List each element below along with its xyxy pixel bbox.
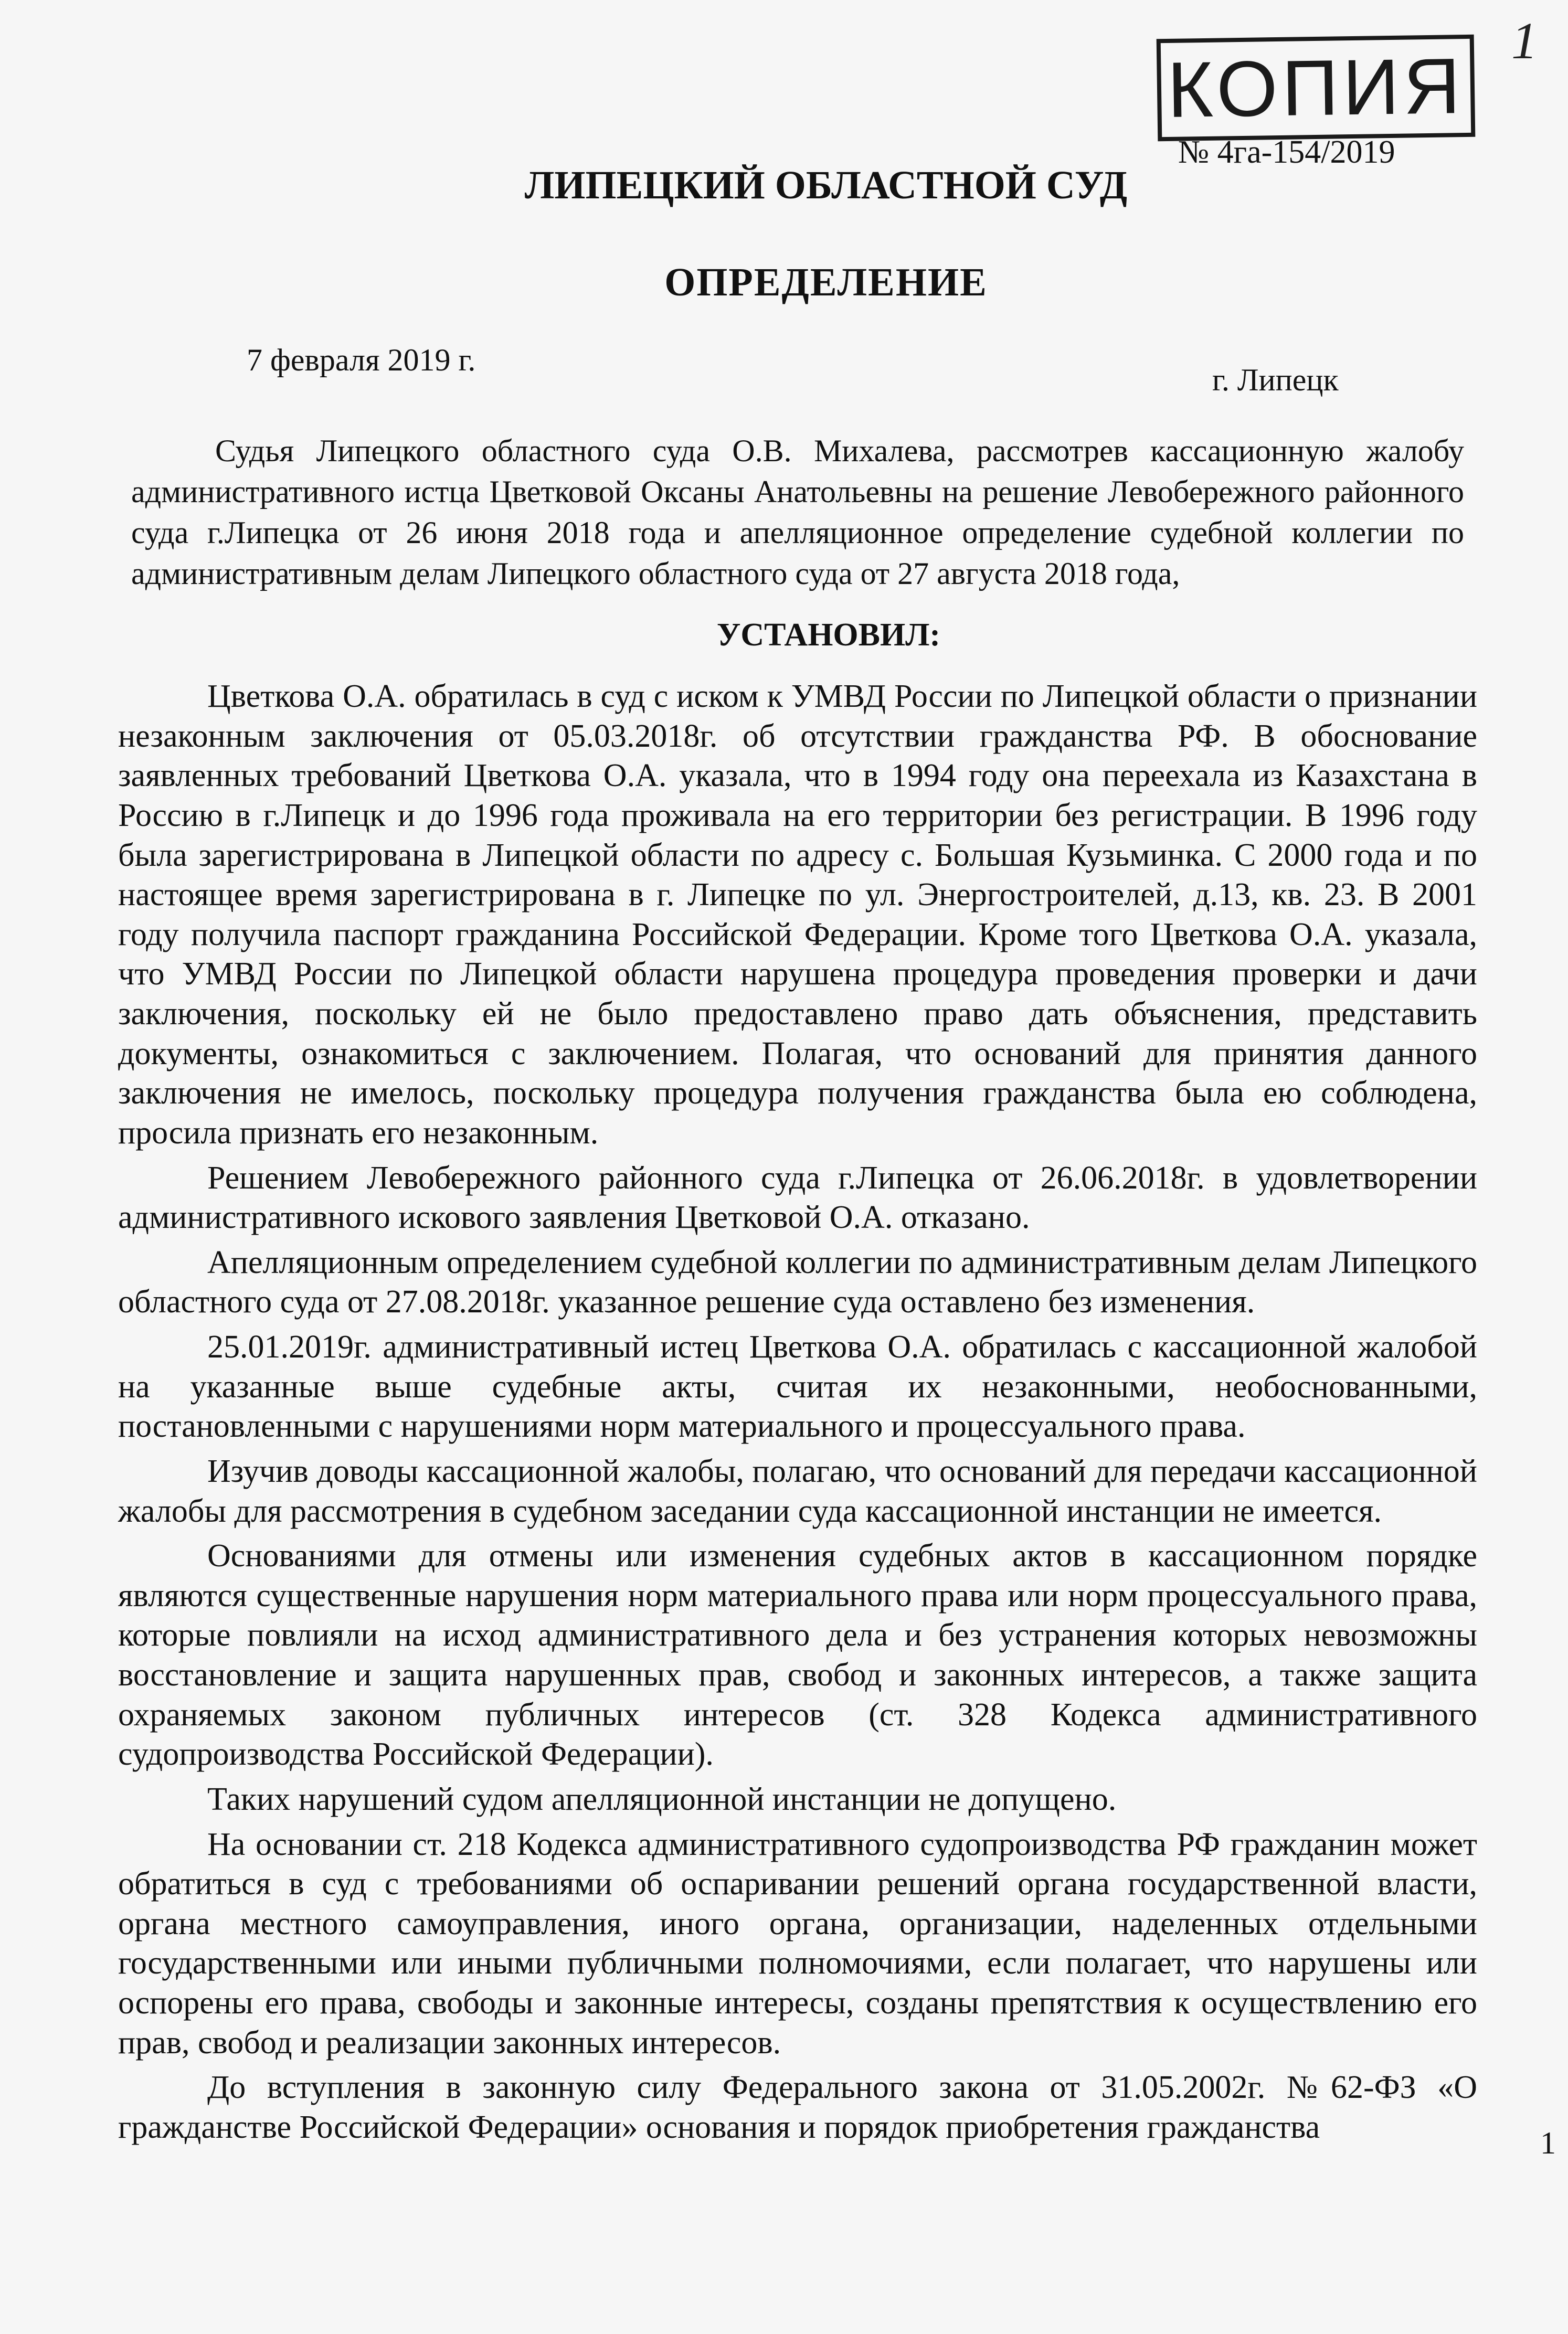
- body-paragraph: 25.01.2019г. административный истец Цветкова О.А. обратилась с кассационной жалобой на указанные выше судебные акты, считая их незаконными, необоснованными, постановленными с нарушениями норм материального и процессуального права.: [118, 1329, 1477, 1445]
- body-paragraph: Решением Левобережного районного суда г.Липецка от 26.06.2018г. в удовлетворении административного искового заявления Цветковой О.А. отказано.: [118, 1160, 1477, 1236]
- body-paragraph: Основаниями для отмены или изменения судебных актов в кассационном порядке являются существенные нарушения норм материального права или норм процессуального права, которые повлияли на исход административного дела и без устранения которых невозможны восстановление и защита нарушенных прав, свобод и законных интересов, а также защита охраняемых законом публичных интересов (ст. 328 Кодекса административного судопроизводства Российской Федерации).: [118, 1538, 1477, 1773]
- copy-stamp-text: КОПИЯ: [1167, 41, 1465, 134]
- document-city: г. Липецк: [1212, 363, 1339, 397]
- document-date: 7 февраля 2019 г.: [247, 343, 476, 377]
- body-paragraph: До вступления в законную силу Федерального закона от 31.05.2002г. №62-ФЗ «О гражданстве Российской Федерации» основания и порядок приобретения гражданства: [118, 2070, 1477, 2145]
- document-body: [118, 677, 1477, 2153]
- body-paragraph: Таких нарушений судом апелляционной инстанции не допущено.: [207, 1781, 1117, 1817]
- case-number: № 4га-154/2019: [1178, 134, 1395, 170]
- handwritten-page-mark: 1: [1511, 12, 1538, 70]
- intro-paragraph: Судья Липецкого областного суда О.В. Михалева, рассмотрев кассационную жалобу административного истца Цветковой Оксаны Анатольевны на решение Левобережного районного суда г.Липецка от 26 июня 2018 года и апелляционное определение судебной коллегии по административным делам Липецкого областного суда от 27 августа 2018 года,: [131, 433, 1464, 591]
- section-heading: УСТАНОВИЛ:: [716, 617, 941, 653]
- body-paragraph: На основании ст. 218 Кодекса административного судопроизводства РФ гражданин может обратиться в суд с требованиями об оспаривании решений органа государственной власти, органа местного самоуправления, иного органа, организации, наделенных отдельными государственными или иными публичными полномочиями, если полагает, что нарушены или оспорены его права, свободы и законные интересы, созданы препятствия к осуществлению его прав, свобод и реализации законных интересов.: [118, 1826, 1477, 2061]
- page-number: 1: [1540, 2126, 1556, 2160]
- body-paragraph: Цветкова О.А. обратилась в суд с иском к УМВД России по Липецкой области о признании незаконным заключения от 05.03.2018г. об отсутствии гражданства РФ. В обоснование заявленных требований Цветкова О.А. указала, что в 1994 году она переехала из Казахстана в Россию в г.Липецк и до 1996 года проживала на его территории без регистрации. В 1996 году была зарегистрирована в Липецкой области по адресу с. Большая Кузьминка. С 2000 года и по настоящее время зарегистрирована в г. Липецке по ул. Энергостроителей, д.13, кв. 23. В 2001 году получила паспорт гражданина Российской Федерации. Кроме того Цветкова О.А. указала, что УМВД России по Липецкой области нарушена процедура проведения проверки и дачи заключения, поскольку ей не было предоставлено право дать объяснения, представить документы, ознакомиться с заключением. Полагая, что оснований для принятия данного заключения не имелось, поскольку процедура получения гражданства была ею соблюдена, просила признать его незаконным.: [118, 678, 1477, 1151]
- body-paragraph: Изучив доводы кассационной жалобы, полагаю, что оснований для передачи кассационной жалобы для рассмотрения в судебном заседании суда кассационной инстанции не имеется.: [118, 1453, 1477, 1529]
- court-name: ЛИПЕЦКИЙ ОБЛАСТНОЙ СУД: [524, 163, 1128, 207]
- copy-stamp: [1157, 35, 1476, 141]
- document-type-title: ОПРЕДЕЛЕНИЕ: [664, 260, 988, 304]
- body-paragraph: Апелляционным определением судебной коллегии по административным делам Липецкого областного суда от 27.08.2018г. указанное решение суда оставлено без изменения.: [118, 1244, 1477, 1320]
